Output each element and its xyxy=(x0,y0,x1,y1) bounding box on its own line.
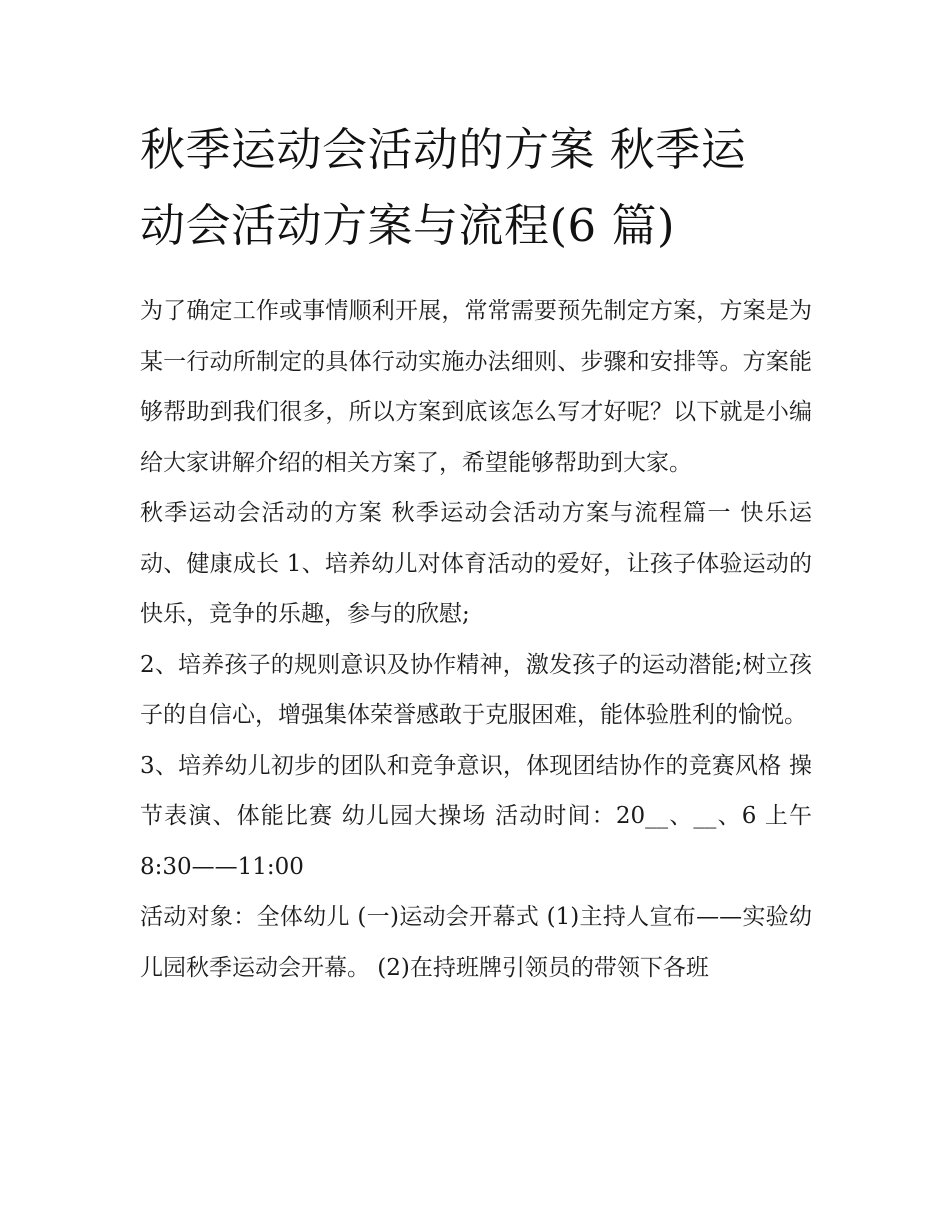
paragraph-participants: 活动对象：全体幼儿 (一)运动会开幕式 (1)主持人宣布——实验幼儿园秋季运动会开幕。 (2)在持班牌引领员的带领下各班 xyxy=(140,904,812,981)
paragraph-item-3: 3、培养幼儿初步的团队和竞争意识，体现团结协作的竞赛风格 操节表演、体能比赛 幼儿园大操场 活动时间：20__、__、6 上午 8:30——11:00 xyxy=(140,752,812,880)
title-line-1: 秋季运动会活动的方案 秋季运 xyxy=(140,123,747,176)
title-line-2: 动会活动方案与流程(6 篇) xyxy=(140,199,676,252)
document-page xyxy=(140,112,812,993)
document-title xyxy=(140,112,812,264)
document-body xyxy=(140,286,812,993)
paragraph-item-2: 2、培养孩子的规则意识及协作精神，激发孩子的运动潜能;树立孩子的自信心，增强集体荣誉感敢于克服困难，能体验胜利的愉悦。 xyxy=(140,651,812,728)
paragraph-section-1: 秋季运动会活动的方案 秋季运动会活动方案与流程篇一 快乐运动、健康成长 1、培养幼儿对体育活动的爱好，让孩子体验运动的快乐，竞争的乐趣，参与的欣慰; xyxy=(140,500,812,627)
paragraph-intro: 为了确定工作或事情顺利开展，常常需要预先制定方案，方案是为某一行动所制定的具体行动实施办法细则、步骤和安排等。方案能够帮助到我们很多，所以方案到底该怎么写才好呢？以下就是小编给大家讲解介绍的相关方案了，希望能够帮助到大家。 xyxy=(140,298,812,476)
